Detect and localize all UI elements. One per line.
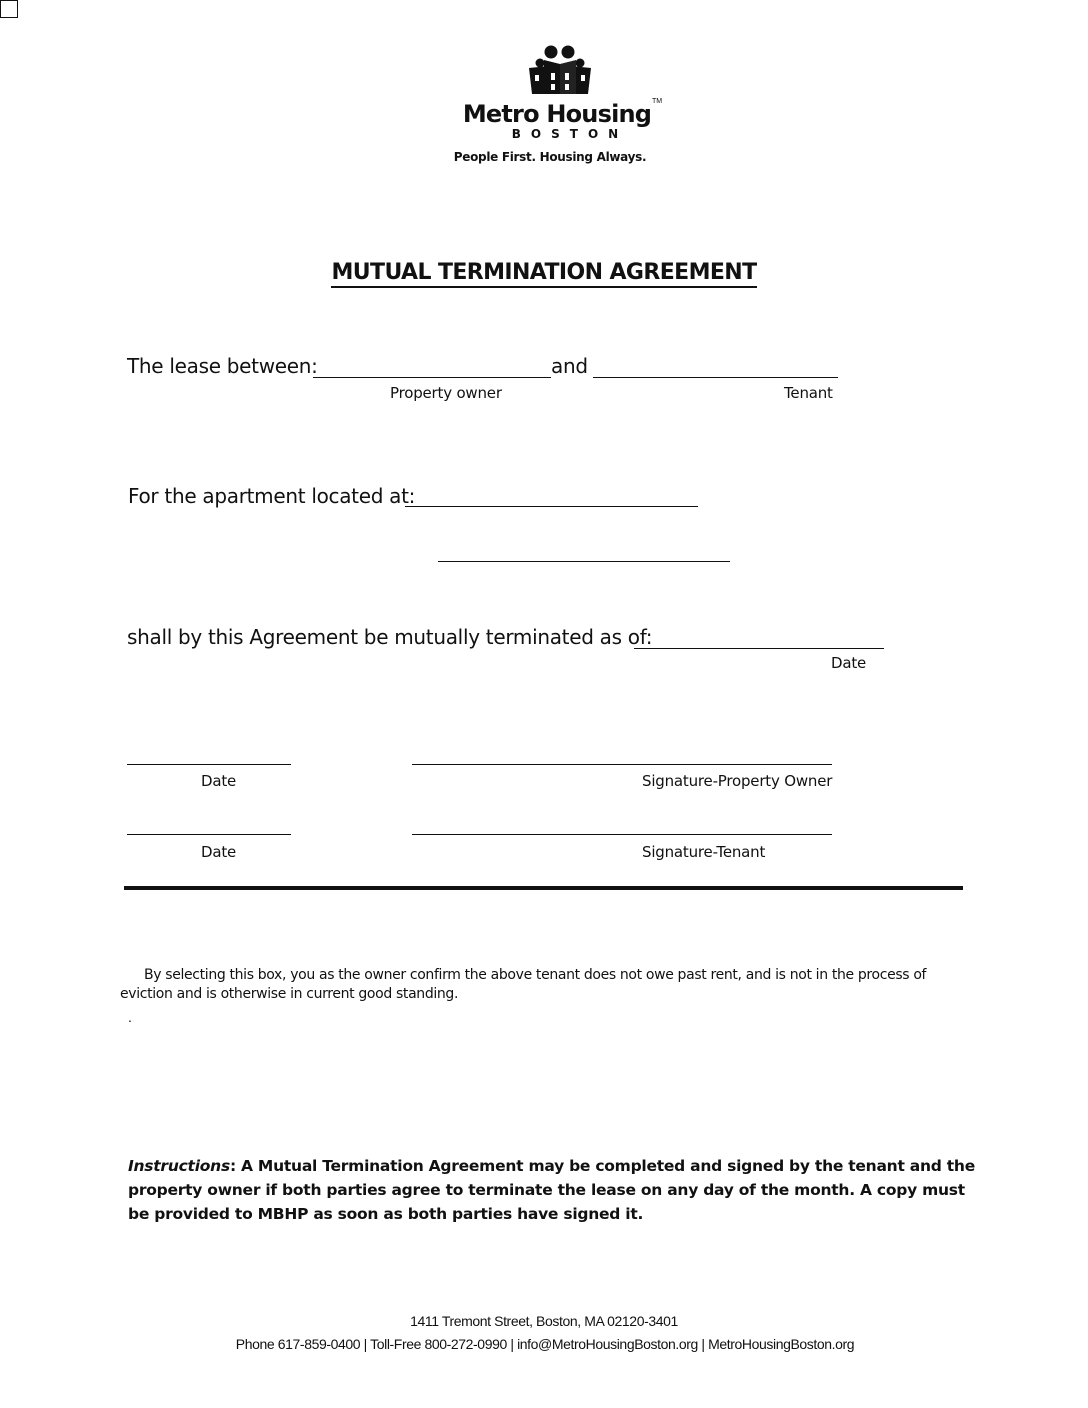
owner-signature-caption: Signature-Property Owner [642,772,833,790]
owner-signature-date-field[interactable] [127,764,291,765]
stray-period: . [128,1009,132,1025]
brand-city: BOSTON [511,127,629,141]
document-title [200,260,888,285]
lease-and-text: and [551,354,588,378]
tenant-signature-date-field[interactable] [127,834,291,835]
tenant-signature-caption: Signature-Tenant [642,843,766,861]
footer-address: 1411 Tremont Street, Boston, MA 02120-3401 [410,1313,678,1329]
trademark-mark: TM [652,98,663,105]
tenant-name-field[interactable] [593,377,838,378]
brand-tagline: People First. Housing Always. [453,150,647,164]
section-divider [124,886,963,890]
brand-name: Metro Housing [462,100,652,128]
tenant-caption: Tenant [784,384,833,402]
termination-label: shall by this Agreement be mutually terminated as of: [127,625,653,649]
termination-date-field[interactable] [634,648,884,649]
apartment-address-line-2-field[interactable] [438,561,730,562]
owner-confirmation-text: By selecting this box, you as the owner confirm the above tenant does not owe past rent, and is not in the process of eviction and is otherwise in current good standing. [120,967,927,1002]
termination-date-caption: Date [831,654,867,672]
tenant-signature-field[interactable] [412,834,832,835]
apartment-location-label: For the apartment located at: [128,484,416,508]
instructions-text: : A Mutual Termination Agreement may be completed and signed by the tenant and the property owner if both parties agree to terminate the lease on any day of the month. A copy must be provided to MBHP as soon as both parties have signed it. [128,1157,975,1223]
instructions-paragraph [128,1154,988,1226]
property-owner-name-field[interactable] [313,377,551,378]
owner-confirmation-checkbox[interactable] [0,0,18,18]
owner-date-caption: Date [201,772,237,790]
apartment-address-line-1-field[interactable] [405,506,698,507]
metro-housing-logo-icon [527,44,593,94]
property-owner-caption: Property owner [390,384,502,402]
tenant-date-caption: Date [201,843,237,861]
instructions-label: Instructions [128,1157,230,1175]
footer-contact-line: Phone 617-859-0400 | Toll-Free 800-272-0990 | info@MetroHousingBoston.org | MetroHousingBoston.org [235,1336,855,1352]
document-title-text: MUTUAL TERMINATION AGREEMENT [331,260,756,288]
lease-between-label: The lease between: [127,354,318,378]
owner-signature-field[interactable] [412,764,832,765]
